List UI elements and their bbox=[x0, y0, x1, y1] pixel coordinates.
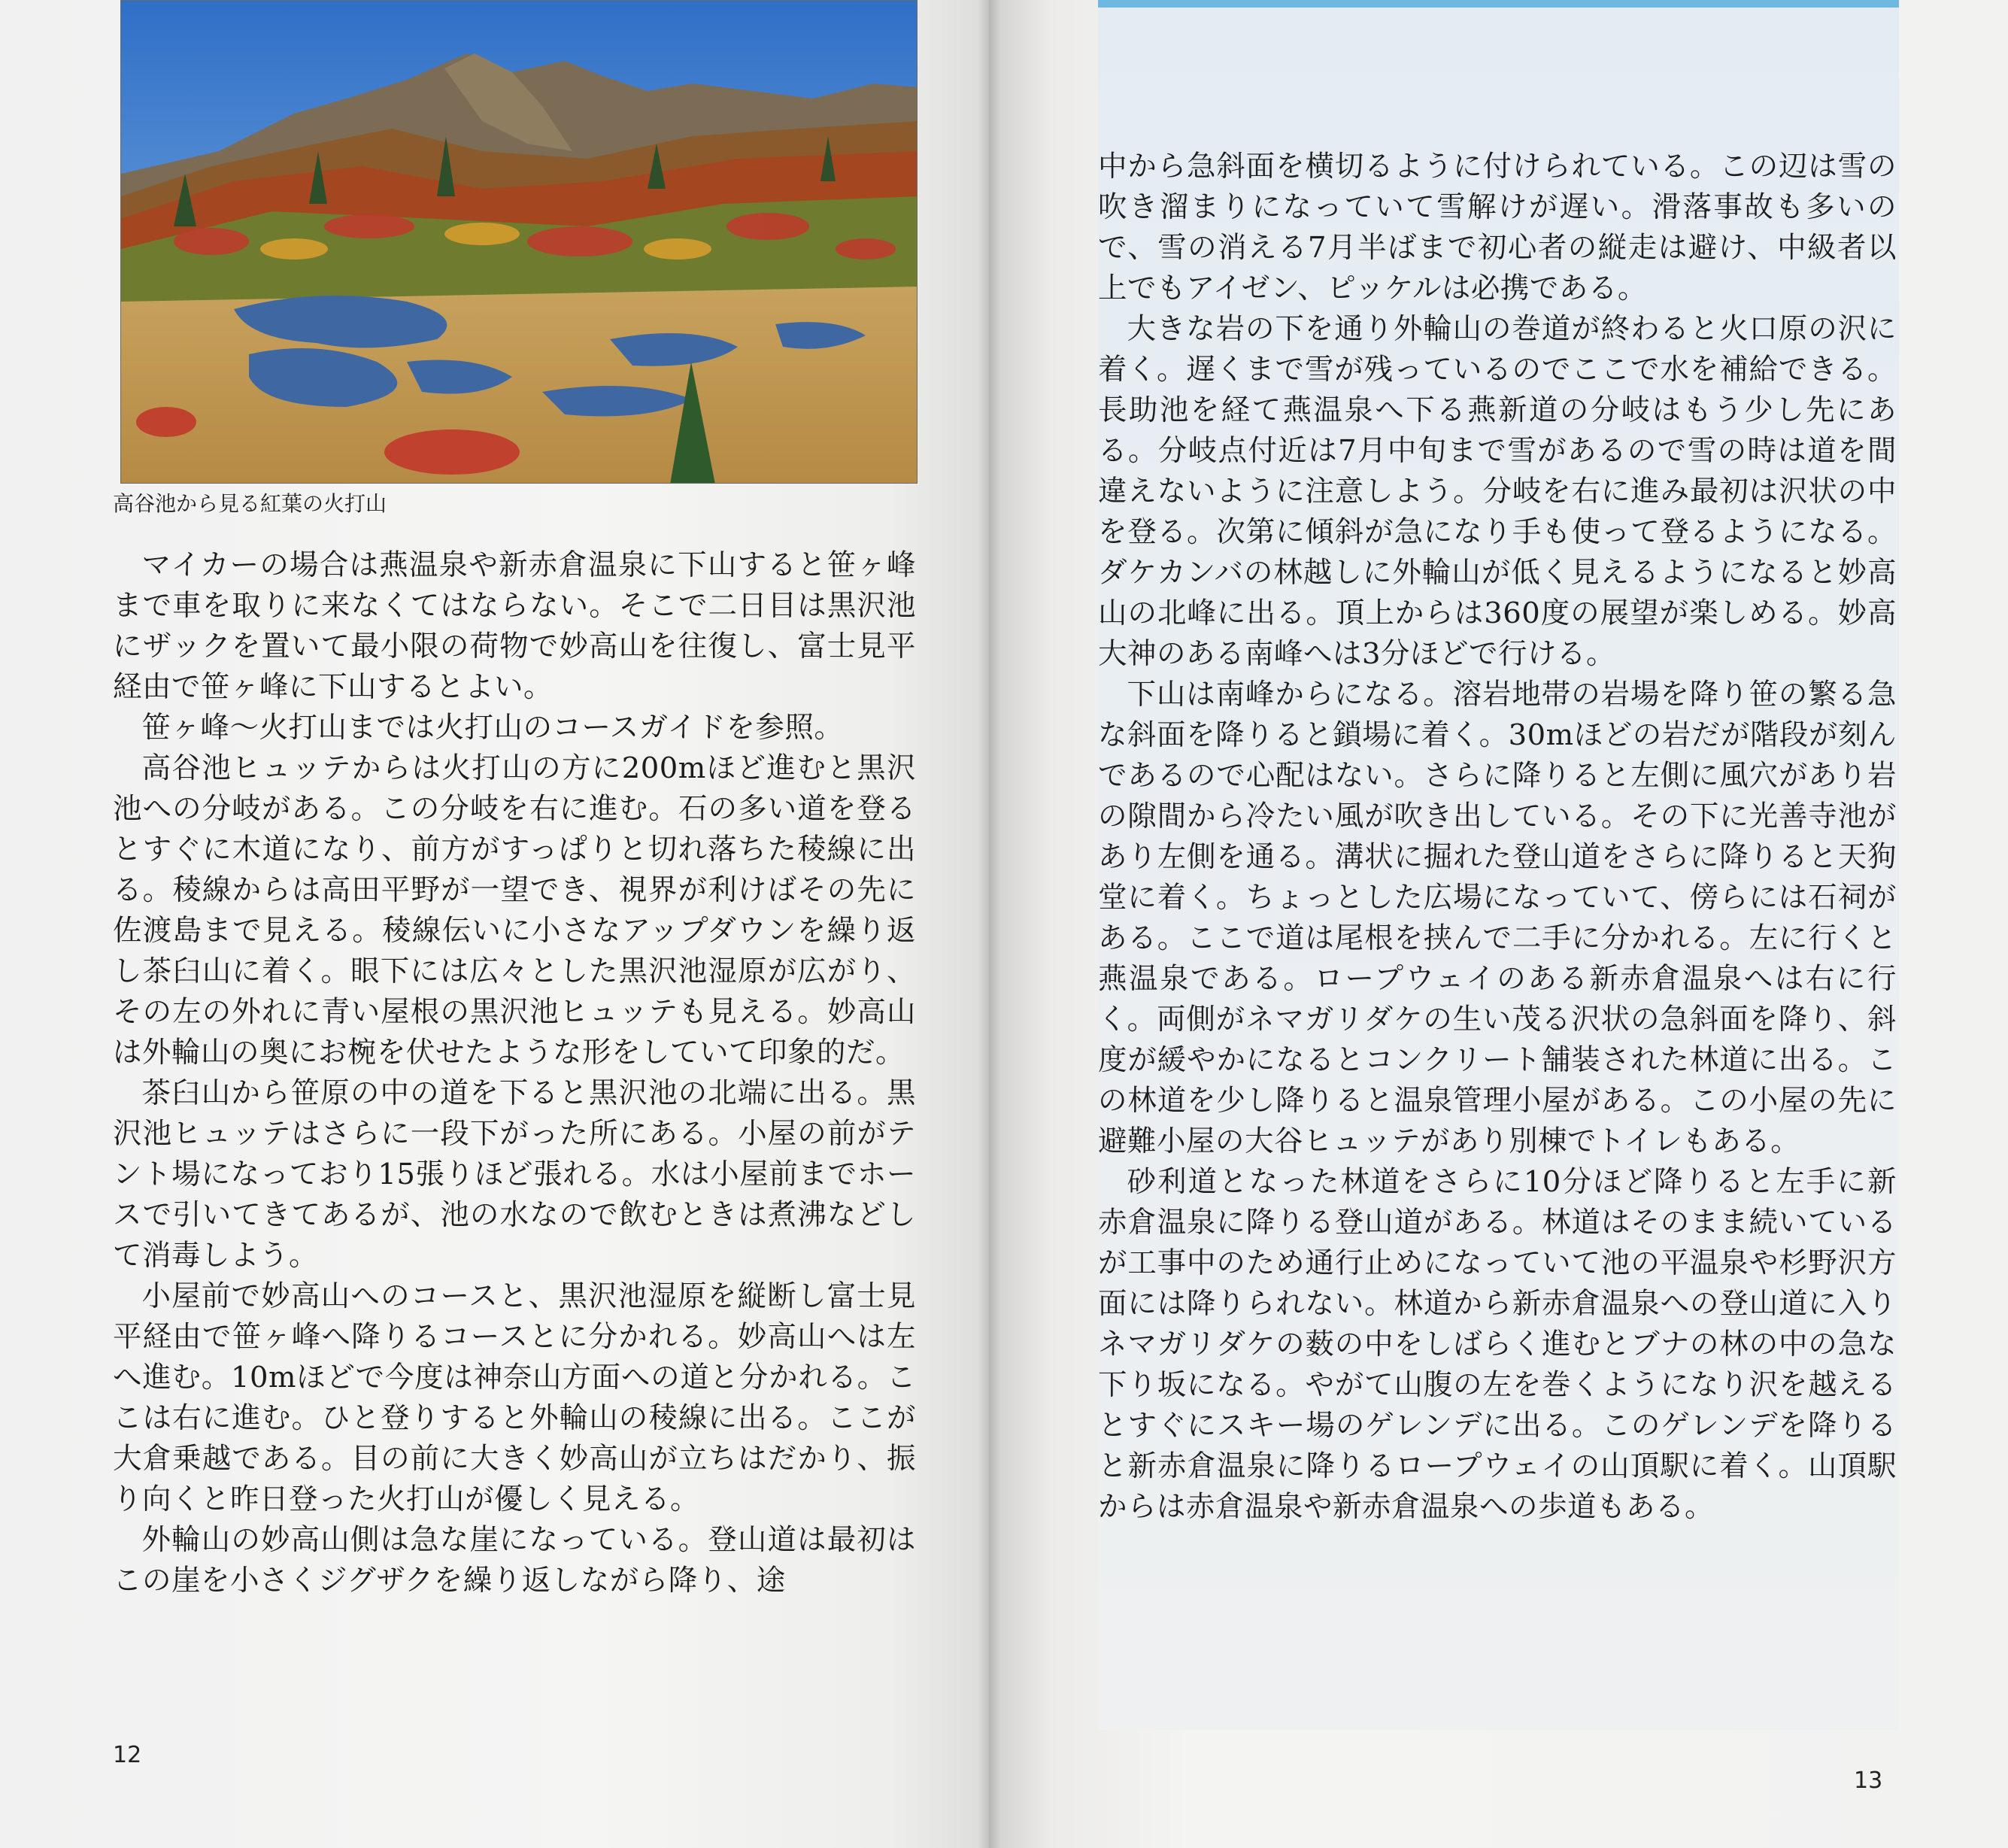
mountain-pond-illustration bbox=[121, 1, 918, 484]
paragraph: 砂利道となった林道をさらに10分ほど降りると左手に新赤倉温泉に降りる登山道がある。林道はそのまま続いているが工事中のため通行止めになっていて池の平温泉や杉野沢方面には降りられない。林道から新赤倉温泉への登山道に入りネマガリダケの薮の中をしばらく進むとブナの林の中の急な下り坂になる。やがて山腹の左を巻くようになり沢を越えるとすぐにスキー場のゲレンデに出る。このゲレンデを降りると新赤倉温泉に降りるロープウェイの山頂駅に着く。山頂駅からは赤倉温泉や新赤倉温泉への歩道もある。 bbox=[1098, 1165, 1897, 1524]
paragraph: 下山は南峰からになる。溶岩地帯の岩場を降り笹の繁る急な斜面を降りると鎖場に着く。30mほどの岩だが階段が刻んであるので心配はない。さらに降りると左側に風穴があり岩の隙間から冷たい風が吹き出している。その下に光善寺池があり左側を通る。溝状に掘れた登山道をさらに降りると天狗堂に着く。ちょっとした広場になっていて、傍らには石祠がある。ここで道は尾根を挟んで二手に分かれる。左に行くと燕温泉である。ロープウェイのある新赤倉温泉へは右に行く。両側がネマガリダケの生い茂る沢状の急斜面を降り、斜度が緩やかになるとコンクリート舗装された林道に出る。この林道を少し降りると温泉管理小屋がある。この小屋の先に避難小屋の大谷ヒュッテがあり別棟でトイレもある。 bbox=[1098, 678, 1897, 1158]
page-number-right: 13 bbox=[1854, 1768, 1883, 1794]
photo-caption: 高谷池から見る紅葉の火打山 bbox=[113, 491, 387, 516]
paragraph: マイカーの場合は燕温泉や新赤倉温泉に下山すると笹ヶ峰まで車を取りに来なくてはならない。そこで二日目は黒沢池にザックを置いて最小限の荷物で妙高山を往復し、富士見平経由で笹ヶ峰に下山するとよい。 bbox=[113, 548, 916, 704]
left-page bbox=[0, 0, 989, 1848]
paragraph: 高谷池ヒュッテからは火打山の方に200mほど進むと黒沢池への分岐がある。この分岐を右に進む。石の多い道を登るとすぐに木道になり、前方がすっぱりと切れ落ちた稜線に出る。稜線からは高田平野が一望でき、視界が利けばその先に佐渡島まで見える。稜線伝いに小さなアップダウンを繰り返し茶臼山に着く。眼下には広々とした黒沢池湿原が広がり、その左の外れに青い屋根の黒沢池ヒュッテも見える。妙高山は外輪山の奥にお椀を伏せたような形をしていて印象的だ。 bbox=[113, 751, 916, 1070]
right-page-text bbox=[1098, 147, 1897, 1528]
paragraph: 茶臼山から笹原の中の道を下ると黒沢池の北端に出る。黒沢池ヒュッテはさらに一段下がった所にある。小屋の前がテント場になっており15張りほど張れる。水は小屋前までホースで引いてきてあるが、池の水なので飲むときは煮沸などして消毒しよう。 bbox=[113, 1076, 916, 1273]
paragraph: 中から急斜面を横切るように付けられている。この辺は雪の吹き溜まりになっていて雪解けが遅い。滑落事故も多いので、雪の消える7月半ばまで初心者の縦走は避け、中級者以上でもアイゼン、ピッケルは必携である。 bbox=[1098, 150, 1897, 305]
paragraph: 大きな岩の下を通り外輪山の巻道が終わると火口原の沢に着く。遅くまで雪が残っているのでここで水を補給できる。長助池を経て燕温泉へ下る燕新道の分岐はもう少し先にある。分岐点付近は7月中旬まで雪があるので雪の時は道を間違えないように注意しよう。分岐を右に進み最初は沢状の中を登る。次第に傾斜が急になり手も使って登るようになる。ダケカンバの林越しに外輪山が低く見えるようになると妙高山の北峰に出る。頂上からは360度の展望が楽しめる。妙高大神のある南峰へは3分ほどで行ける。 bbox=[1098, 312, 1897, 671]
left-page-text bbox=[113, 545, 916, 1601]
page-number-left: 12 bbox=[113, 1742, 142, 1768]
top-color-strip bbox=[1098, 0, 1899, 8]
paragraph: 小屋前で妙高山へのコースと、黒沢池湿原を縦断し富士見平経由で笹ヶ峰へ降りるコースとに分かれる。妙高山へは左へ進む。10mほどで今度は神奈山方面への道と分かれる。ここは右に進む。ひと登りすると外輪山の稜線に出る。ここが大倉乗越である。目の前に大きく妙高山が立ちはだかり、振り向くと昨日登った火打山が優しく見える。 bbox=[113, 1279, 916, 1516]
paragraph: 外輪山の妙高山側は急な崖になっている。登山道は最初はこの崖を小さくジグザクを繰り返しながら降り、途 bbox=[113, 1523, 916, 1598]
autumn-mountain-photo bbox=[120, 0, 918, 484]
paragraph: 笹ヶ峰〜火打山までは火打山のコースガイドを参照。 bbox=[141, 711, 844, 745]
book-gutter bbox=[978, 0, 1000, 1848]
